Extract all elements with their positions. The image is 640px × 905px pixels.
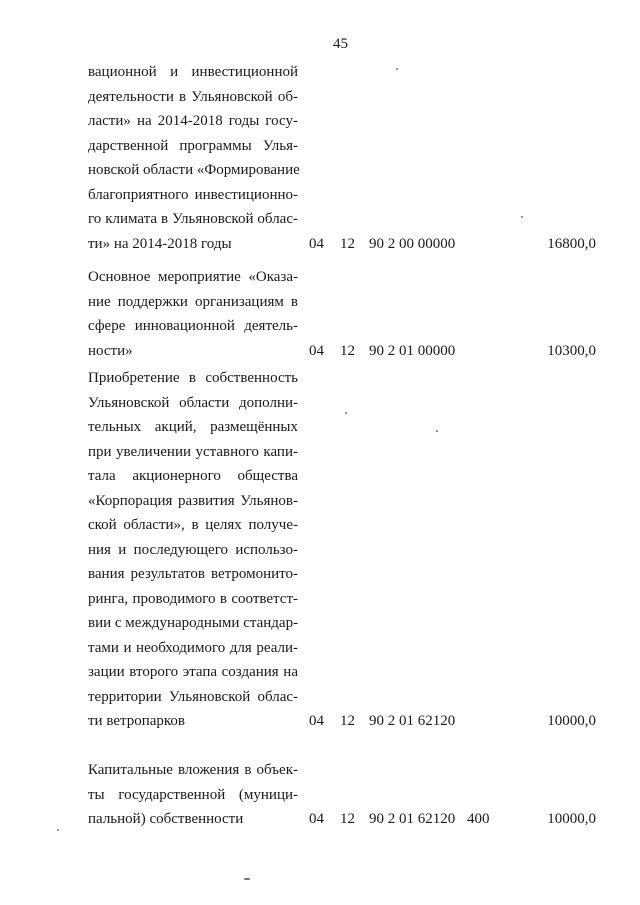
row-description-line: го климата в Ульяновской облас- xyxy=(88,211,298,227)
row-description-line: пальной) собственности xyxy=(88,811,244,827)
row-description-line: тельных акций, размещённых xyxy=(88,419,298,435)
row-description-line: Капитальные вложения в объек- xyxy=(88,762,298,778)
row-description-line: ние поддержки организациям в xyxy=(88,293,298,310)
row-description-line: ти ветропарков xyxy=(88,713,186,729)
row-section: 04 xyxy=(309,342,324,359)
row-description-line: ской области», в целях получе- xyxy=(88,517,298,533)
row-amount: 16800,0 xyxy=(547,235,596,252)
row-description-line: Основное мероприятие «Оказа- xyxy=(88,269,298,285)
row-description-line: «Корпорация развития Ульянов- xyxy=(88,492,298,509)
row-description-line: территории Ульяновской облас- xyxy=(88,688,298,705)
page-number: 45 xyxy=(333,36,348,52)
row-amount: 10000,0 xyxy=(547,811,596,827)
row-target-article: 90 2 01 00000 xyxy=(369,342,456,359)
row-section: 04 xyxy=(309,811,324,827)
scan-speck xyxy=(57,829,59,831)
row-description-line: вии с международными стандар- xyxy=(88,615,299,631)
row-description-line: ласти» на 2014-2018 годы госу- xyxy=(88,113,298,129)
row-amount: 10300,0 xyxy=(547,342,596,359)
row-description-line: тала акционерного общества xyxy=(88,468,298,484)
row-description-line: ти» на 2014-2018 годы xyxy=(88,235,232,252)
row-description-line: зации второго этапа создания на xyxy=(88,664,298,680)
row-description-line: сфере инновационной деятель- xyxy=(88,318,298,334)
row-description-line: дарственной программы Улья- xyxy=(88,137,298,154)
row-subsection: 12 xyxy=(340,811,355,827)
scan-speck xyxy=(521,216,523,218)
scan-speck xyxy=(396,68,398,70)
row-description-line: ринга, проводимого в соответст- xyxy=(88,590,298,607)
row-subsection: 12 xyxy=(340,235,355,252)
row-description-line: ты государственной (муници- xyxy=(88,786,298,803)
row-description-line: Ульяновской области дополни- xyxy=(88,394,298,411)
row-subsection: 12 xyxy=(340,342,355,359)
row-description-line: ности» xyxy=(88,342,133,359)
row-description-line: новской области «Формирование xyxy=(88,162,300,178)
row-amount: 10000,0 xyxy=(547,713,596,729)
row-target-article: 90 2 01 62120 xyxy=(369,713,456,729)
row-description-line: ния и последующего использо- xyxy=(88,541,298,558)
scan-speck xyxy=(436,430,438,432)
row-description-line: деятельности в Ульяновской об- xyxy=(88,88,298,105)
row-section: 04 xyxy=(309,713,324,729)
scan-speck xyxy=(244,878,250,880)
row-section: 04 xyxy=(309,235,324,252)
row-description-line: тами и необходимого для реали- xyxy=(88,639,298,656)
row-description-line: вания результатов ветромонито- xyxy=(88,566,298,582)
row-target-article: 90 2 00 00000 xyxy=(369,235,456,252)
scan-speck xyxy=(345,412,347,414)
row-subsection: 12 xyxy=(340,713,355,729)
row-description-line: при увеличении уставного капи- xyxy=(88,443,298,460)
row-description-line: благоприятного инвестиционно- xyxy=(88,186,298,203)
row-description-line: Приобретение в собственность xyxy=(88,370,298,386)
row-description-line: вационной и инвестиционной xyxy=(88,64,298,80)
row-expense-type: 400 xyxy=(467,811,490,827)
row-target-article: 90 2 01 62120 xyxy=(369,811,456,827)
